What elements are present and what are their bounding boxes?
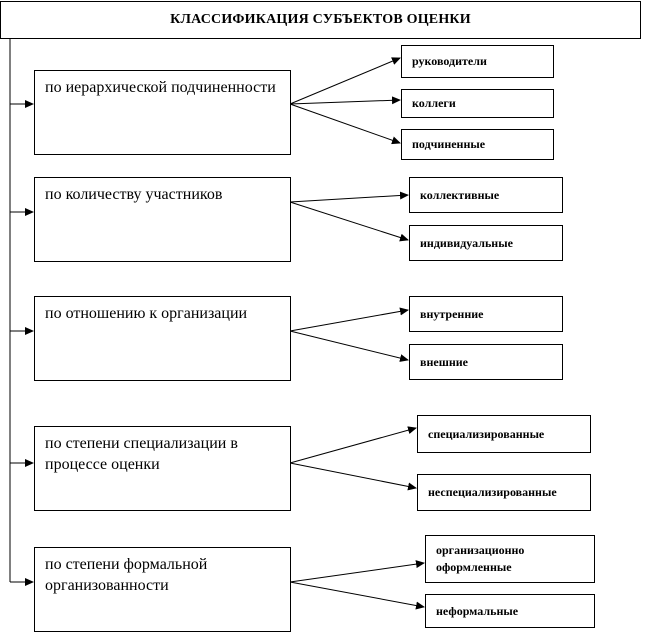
subcategory-box: [401, 89, 554, 118]
arrow-cat3-child1: [290, 310, 408, 331]
arrow-cat5-child2: [290, 582, 424, 607]
subcategory-box: [409, 225, 563, 261]
diagram-title-box: [0, 1, 641, 39]
subcategory-box: [401, 129, 554, 160]
subcategory-label: коллективные: [420, 187, 500, 202]
subcategory-label: руководители: [412, 54, 487, 68]
subcategory-label: индивидуальные: [420, 235, 513, 250]
subcategory-label: внутренние: [420, 306, 484, 321]
arrow-cat3-child2: [290, 331, 408, 360]
subcategory-box: [417, 474, 591, 511]
category-box-hierarchy: [34, 70, 291, 155]
subcategory-box: [401, 45, 554, 78]
subcategory-box: [425, 535, 595, 583]
subcategory-label: коллеги: [412, 96, 456, 110]
subcategory-box: [409, 344, 563, 380]
subcategory-label: внешние: [420, 354, 469, 369]
subcategory-label: подчиненные: [412, 137, 486, 151]
arrow-cat5-child1: [290, 563, 424, 582]
category-box-participants: [34, 177, 291, 262]
category-label: по количеству участников: [45, 186, 223, 203]
arrow-cat4-child1: [290, 428, 416, 463]
subcategory-label: неспециализированные: [428, 485, 557, 499]
subcategory-label: организационно оформленные: [436, 543, 525, 574]
category-label: по степени специализации в процессе оценки: [45, 435, 238, 473]
arrow-cat1-child1: [290, 58, 400, 104]
category-label: по степени формальной организованности: [45, 556, 208, 594]
diagram-title: КЛАССИФИКАЦИЯ СУБЪЕКТОВ ОЦЕНКИ: [170, 12, 471, 27]
category-box-specialization: [34, 426, 291, 511]
subcategory-box: [425, 594, 595, 628]
arrow-cat2-child2: [290, 202, 408, 240]
subcategory-label: неформальные: [436, 603, 519, 618]
arrow-cat2-child1: [290, 195, 408, 202]
arrow-cat4-child2: [290, 463, 416, 488]
subcategory-label: специализированные: [428, 426, 545, 441]
category-box-organization: [34, 296, 291, 381]
subcategory-box: [417, 415, 591, 453]
subcategory-box: [409, 177, 563, 213]
arrow-cat1-child2: [290, 100, 400, 104]
arrow-cat1-child3: [290, 104, 400, 143]
category-label: по иерархической подчиненности: [45, 79, 276, 96]
category-box-formality: [34, 547, 291, 632]
category-label: по отношению к организации: [45, 305, 248, 322]
subcategory-box: [409, 296, 563, 332]
